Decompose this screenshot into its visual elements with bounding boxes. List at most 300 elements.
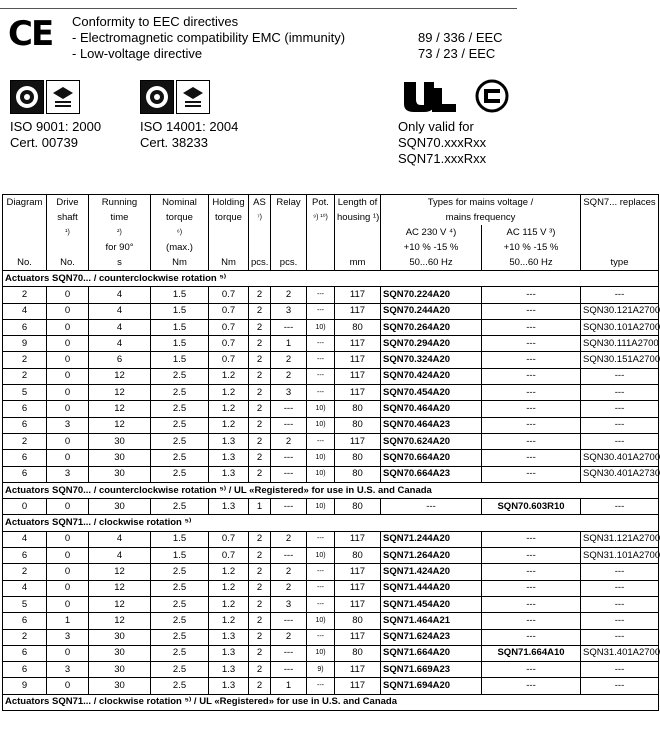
- table-cell: 2: [271, 433, 307, 449]
- table-cell: 0: [47, 368, 89, 384]
- table-cell: ---: [307, 596, 335, 612]
- table-cell: ---: [581, 433, 659, 449]
- ul-note-line1: Only valid for: [398, 119, 474, 134]
- table-cell: 2: [3, 433, 47, 449]
- header-running: Running: [89, 195, 151, 211]
- table-cell: 0: [47, 319, 89, 335]
- table-cell: 30: [89, 499, 151, 515]
- table-cell: ---: [271, 319, 307, 335]
- header-row: [3, 225, 659, 240]
- table-cell: 2.5: [151, 401, 209, 417]
- table-cell: ---: [581, 401, 659, 417]
- table-cell: 0: [47, 531, 89, 547]
- table-cell: 12: [89, 417, 151, 433]
- iso-9001-logo-icon: [10, 80, 80, 114]
- header-pot: [307, 240, 335, 255]
- header-torque: (max.): [151, 240, 209, 255]
- table-cell: 2: [249, 368, 271, 384]
- table-cell: 3: [271, 596, 307, 612]
- table-cell: SQN71.464A21: [381, 613, 482, 629]
- table-cell: 1.3: [209, 662, 249, 678]
- table-cell: 0: [47, 287, 89, 303]
- table-cell: SQN71.669A23: [381, 662, 482, 678]
- table-cell: SQN71.664A10: [482, 645, 581, 661]
- table-cell: SQN71.264A20: [381, 548, 482, 564]
- table-cell: 1.5: [151, 336, 209, 352]
- iso-14001-cert: Cert. 38233: [140, 135, 208, 150]
- header-running: time: [89, 210, 151, 225]
- header-as: pcs.: [249, 255, 271, 271]
- header-replaces: [581, 225, 659, 240]
- table-row: [3, 596, 659, 612]
- header-holding: Nm: [209, 255, 249, 271]
- table-cell: 1.2: [209, 385, 249, 401]
- table-cell: 2: [249, 564, 271, 580]
- header-types: mains frequency: [381, 210, 581, 225]
- table-cell: SQN70.464A20: [381, 401, 482, 417]
- table-row: [3, 352, 659, 368]
- table-cell: SQN70.244A20: [381, 303, 482, 319]
- table-cell: SQN71.244A20: [381, 531, 482, 547]
- table-cell: 10): [307, 645, 335, 661]
- table-cell: 2.5: [151, 433, 209, 449]
- table-cell: ---: [482, 564, 581, 580]
- table-cell: 1: [249, 499, 271, 515]
- table-cell: ---: [482, 450, 581, 466]
- table-cell: 0: [47, 596, 89, 612]
- table-cell: 6: [3, 319, 47, 335]
- header-relay: Relay: [271, 195, 307, 211]
- table-cell: 0: [47, 580, 89, 596]
- table-cell: ---: [581, 287, 659, 303]
- table-cell: 117: [335, 385, 381, 401]
- table-cell: SQN30.401A2730: [581, 466, 659, 482]
- table-cell: ---: [581, 385, 659, 401]
- table-cell: 0: [47, 336, 89, 352]
- section-header: [3, 694, 659, 710]
- table-row: [3, 662, 659, 678]
- table-row: [3, 645, 659, 661]
- table-cell: 30: [89, 645, 151, 661]
- table-cell: 2: [249, 531, 271, 547]
- header-ac230: AC 230 V ⁴): [381, 225, 482, 240]
- table-cell: 2: [249, 613, 271, 629]
- header-length: mm: [335, 255, 381, 271]
- section-header: [3, 515, 659, 531]
- table-cell: 1.3: [209, 678, 249, 694]
- table-cell: 80: [335, 499, 381, 515]
- table-cell: 117: [335, 336, 381, 352]
- table-cell: 0: [47, 548, 89, 564]
- table-cell: 117: [335, 433, 381, 449]
- header-relay: [271, 225, 307, 240]
- table-cell: 10): [307, 499, 335, 515]
- table-cell: 117: [335, 596, 381, 612]
- table-cell: 117: [335, 580, 381, 596]
- table-cell: 0: [47, 303, 89, 319]
- table-cell: ---: [307, 287, 335, 303]
- table-cell: 0.7: [209, 319, 249, 335]
- table-cell: 4: [3, 531, 47, 547]
- table-cell: 2: [249, 385, 271, 401]
- table-cell: ---: [482, 596, 581, 612]
- table-cell: 12: [89, 385, 151, 401]
- table-cell: ---: [271, 401, 307, 417]
- table-cell: 2: [271, 531, 307, 547]
- table-row: [3, 531, 659, 547]
- table-cell: 2: [271, 368, 307, 384]
- table-cell: 6: [3, 417, 47, 433]
- header-ac230: 50...60 Hz: [381, 255, 482, 271]
- ul-recognized-icon: [402, 78, 512, 114]
- header-drive: shaft: [47, 210, 89, 225]
- table-cell: 2: [249, 548, 271, 564]
- table-cell: 6: [3, 401, 47, 417]
- table-cell: 6: [3, 613, 47, 629]
- table-cell: 117: [335, 303, 381, 319]
- table-cell: 12: [89, 580, 151, 596]
- table-cell: 10): [307, 466, 335, 482]
- table-cell: 117: [335, 287, 381, 303]
- table-cell: ---: [581, 678, 659, 694]
- table-cell: 2: [271, 352, 307, 368]
- table-cell: ---: [581, 368, 659, 384]
- table-cell: SQN31.121A2700: [581, 531, 659, 547]
- header-as: ⁷): [249, 210, 271, 225]
- table-cell: 80: [335, 645, 381, 661]
- table-cell: ---: [271, 499, 307, 515]
- table-cell: 2.5: [151, 499, 209, 515]
- table-cell: ---: [581, 564, 659, 580]
- header-holding: Holding: [209, 195, 249, 211]
- table-cell: 2: [249, 287, 271, 303]
- header-diagram: No.: [3, 255, 47, 271]
- table-cell: ---: [482, 303, 581, 319]
- table-cell: 0: [47, 645, 89, 661]
- table-cell: 6: [89, 352, 151, 368]
- table-cell: 5: [3, 596, 47, 612]
- table-cell: ---: [482, 385, 581, 401]
- header-length: [335, 240, 381, 255]
- table-cell: ---: [307, 368, 335, 384]
- table-cell: ---: [581, 596, 659, 612]
- table-cell: 2: [271, 580, 307, 596]
- table-cell: ---: [271, 417, 307, 433]
- table-cell: ---: [482, 466, 581, 482]
- table-cell: 30: [89, 629, 151, 645]
- header-diagram: [3, 225, 47, 240]
- table-cell: 1.3: [209, 450, 249, 466]
- table-cell: 2.5: [151, 662, 209, 678]
- table-cell: 5: [3, 385, 47, 401]
- header-relay: [271, 210, 307, 225]
- table-row: [3, 433, 659, 449]
- table-cell: 0: [3, 499, 47, 515]
- table-cell: 2: [249, 466, 271, 482]
- table-cell: 2: [3, 287, 47, 303]
- table-cell: 1.5: [151, 303, 209, 319]
- table-cell: 9: [3, 678, 47, 694]
- header-drive: No.: [47, 255, 89, 271]
- table-cell: SQN70.464A23: [381, 417, 482, 433]
- table-cell: 0.7: [209, 336, 249, 352]
- header-relay: [271, 240, 307, 255]
- table-row: [3, 287, 659, 303]
- table-cell: ---: [307, 580, 335, 596]
- table-cell: SQN30.401A2700: [581, 450, 659, 466]
- table-cell: 2.5: [151, 596, 209, 612]
- table-cell: 2: [3, 564, 47, 580]
- table-cell: ---: [482, 336, 581, 352]
- table-cell: 2: [249, 336, 271, 352]
- table-cell: SQN70.454A20: [381, 385, 482, 401]
- table-cell: 1.3: [209, 629, 249, 645]
- table-cell: 2.5: [151, 417, 209, 433]
- header-running: ²): [89, 225, 151, 240]
- table-cell: 2: [249, 629, 271, 645]
- table-cell: 2.5: [151, 580, 209, 596]
- table-cell: 4: [3, 580, 47, 596]
- table-cell: 6: [3, 548, 47, 564]
- table-cell: 117: [335, 531, 381, 547]
- table-cell: 3: [47, 662, 89, 678]
- header-drive: [47, 240, 89, 255]
- table-cell: 2: [249, 662, 271, 678]
- table-cell: SQN70.224A20: [381, 287, 482, 303]
- table-cell: SQN71.624A23: [381, 629, 482, 645]
- table-cell: 1: [47, 613, 89, 629]
- table-cell: 12: [89, 368, 151, 384]
- table-row: [3, 450, 659, 466]
- table-cell: 2: [249, 433, 271, 449]
- header-running: s: [89, 255, 151, 271]
- table-cell: 1.5: [151, 548, 209, 564]
- table-cell: 0: [47, 678, 89, 694]
- header-pot: Pot.: [307, 195, 335, 211]
- table-cell: ---: [271, 645, 307, 661]
- section-title: Actuators SQN71... / clockwise rotation ⁵⁾: [3, 515, 659, 531]
- header-as: [249, 240, 271, 255]
- table-cell: 3: [271, 385, 307, 401]
- table-cell: 3: [47, 417, 89, 433]
- table-cell: 1.3: [209, 645, 249, 661]
- header-row: [3, 210, 659, 225]
- table-cell: 10): [307, 319, 335, 335]
- table-cell: 10): [307, 401, 335, 417]
- table-cell: 2: [3, 368, 47, 384]
- header-types: Types for mains voltage /: [381, 195, 581, 211]
- table-cell: ---: [581, 499, 659, 515]
- table-cell: SQN30.111A2700: [581, 336, 659, 352]
- table-cell: SQN31.101A2700: [581, 548, 659, 564]
- table-cell: SQN70.424A20: [381, 368, 482, 384]
- actuator-spec-table: [2, 194, 659, 711]
- table-cell: ---: [307, 385, 335, 401]
- table-cell: 10): [307, 417, 335, 433]
- table-row: [3, 499, 659, 515]
- table-cell: SQN31.401A2700: [581, 645, 659, 661]
- table-cell: ---: [482, 417, 581, 433]
- table-cell: ---: [482, 287, 581, 303]
- table-cell: 2: [249, 352, 271, 368]
- table-cell: SQN71.694A20: [381, 678, 482, 694]
- header-relay: pcs.: [271, 255, 307, 271]
- table-cell: 30: [89, 433, 151, 449]
- table-cell: 1.2: [209, 564, 249, 580]
- table-cell: 6: [3, 662, 47, 678]
- table-cell: 1.2: [209, 417, 249, 433]
- table-cell: ---: [482, 401, 581, 417]
- table-cell: 10): [307, 548, 335, 564]
- table-cell: ---: [307, 531, 335, 547]
- table-cell: 0: [47, 433, 89, 449]
- ul-validity-note: [398, 119, 486, 167]
- table-cell: 0: [47, 450, 89, 466]
- table-cell: ---: [307, 433, 335, 449]
- table-cell: 1.2: [209, 596, 249, 612]
- table-cell: 0.7: [209, 548, 249, 564]
- table-cell: 1.2: [209, 580, 249, 596]
- header-row: [3, 195, 659, 211]
- table-cell: 2: [249, 319, 271, 335]
- conformity-title: Conformity to EEC directives: [72, 14, 239, 29]
- table-cell: ---: [307, 678, 335, 694]
- table-cell: 2: [3, 352, 47, 368]
- eec-code-lowvoltage: 73 / 23 / EEC: [418, 46, 496, 61]
- table-cell: 9): [307, 662, 335, 678]
- table-row: [3, 417, 659, 433]
- table-row: [3, 466, 659, 482]
- table-cell: SQN70.664A23: [381, 466, 482, 482]
- table-cell: 2: [249, 645, 271, 661]
- table-cell: 6: [3, 450, 47, 466]
- table-cell: ---: [307, 629, 335, 645]
- header-replaces: [581, 210, 659, 225]
- table-cell: 6: [3, 466, 47, 482]
- table-cell: 80: [335, 319, 381, 335]
- table-cell: 117: [335, 564, 381, 580]
- table-cell: SQN30.101A2700: [581, 319, 659, 335]
- table-cell: 117: [335, 678, 381, 694]
- header-ac115: +10 % -15 %: [482, 240, 581, 255]
- table-cell: 1.5: [151, 531, 209, 547]
- table-cell: 1: [271, 678, 307, 694]
- table-cell: 80: [335, 450, 381, 466]
- eec-codes: [418, 30, 503, 62]
- table-cell: ---: [482, 662, 581, 678]
- table-cell: 0.7: [209, 352, 249, 368]
- table-cell: 2: [249, 417, 271, 433]
- ce-mark-icon: CE: [8, 14, 53, 54]
- table-cell: 2.5: [151, 629, 209, 645]
- table-cell: 1.5: [151, 319, 209, 335]
- table-cell: SQN70.603R10: [482, 499, 581, 515]
- table-cell: 4: [89, 336, 151, 352]
- header-pot: [307, 225, 335, 240]
- table-cell: 0: [47, 499, 89, 515]
- section-header: [3, 271, 659, 287]
- table-row: [3, 368, 659, 384]
- table-cell: 1.5: [151, 287, 209, 303]
- table-cell: ---: [271, 662, 307, 678]
- table-cell: 0: [47, 352, 89, 368]
- table-row: [3, 319, 659, 335]
- table-cell: ---: [581, 417, 659, 433]
- table-cell: 80: [335, 613, 381, 629]
- header-drive: ¹): [47, 225, 89, 240]
- table-cell: 2.5: [151, 450, 209, 466]
- table-cell: 80: [335, 466, 381, 482]
- table-cell: 2: [249, 450, 271, 466]
- table-cell: 2: [249, 303, 271, 319]
- table-cell: 4: [89, 531, 151, 547]
- table-cell: 9: [3, 336, 47, 352]
- header-replaces: type: [581, 255, 659, 271]
- table-cell: 0: [47, 401, 89, 417]
- iso-9001-cert: Cert. 00739: [10, 135, 78, 150]
- ul-note-line2: SQN70.xxxRxx: [398, 135, 487, 150]
- table-cell: 1.3: [209, 466, 249, 482]
- header-diagram: Diagram: [3, 195, 47, 211]
- table-cell: 3: [47, 466, 89, 482]
- header-torque: Nm: [151, 255, 209, 271]
- table-cell: SQN71.444A20: [381, 580, 482, 596]
- header-row: [3, 240, 659, 255]
- table-cell: 0.7: [209, 287, 249, 303]
- table-cell: 30: [89, 466, 151, 482]
- table-cell: 1.5: [151, 352, 209, 368]
- table-cell: 12: [89, 613, 151, 629]
- table-cell: SQN70.294A20: [381, 336, 482, 352]
- table-row: [3, 678, 659, 694]
- table-cell: ---: [307, 336, 335, 352]
- table-cell: ---: [581, 613, 659, 629]
- table-cell: 0.7: [209, 303, 249, 319]
- header-torque: ⁶): [151, 225, 209, 240]
- header-pot: [307, 255, 335, 271]
- header-as: AS: [249, 195, 271, 211]
- table-cell: 1.2: [209, 613, 249, 629]
- table-row: [3, 613, 659, 629]
- table-cell: ---: [482, 548, 581, 564]
- table-cell: SQN70.664A20: [381, 450, 482, 466]
- table-cell: SQN71.424A20: [381, 564, 482, 580]
- header-length: Length of: [335, 195, 381, 211]
- table-cell: 3: [271, 303, 307, 319]
- table-cell: 80: [335, 548, 381, 564]
- table-cell: 2: [249, 596, 271, 612]
- table-cell: ---: [271, 466, 307, 482]
- table-cell: ---: [482, 433, 581, 449]
- header-diagram: [3, 210, 47, 225]
- header-ac115: 50...60 Hz: [482, 255, 581, 271]
- table-cell: ---: [482, 368, 581, 384]
- section-title: Actuators SQN70... / counterclockwise rotation ⁵⁾ / UL «Registered» for use in U.S. and Canada: [3, 482, 659, 498]
- table-cell: 1: [271, 336, 307, 352]
- table-cell: ---: [381, 499, 482, 515]
- table-cell: 0: [47, 385, 89, 401]
- table-cell: 117: [335, 629, 381, 645]
- conformity-block: [72, 14, 345, 62]
- table-row: [3, 385, 659, 401]
- table-cell: 4: [89, 287, 151, 303]
- iso-14001-logo-icon: [140, 80, 210, 114]
- table-cell: 2: [249, 580, 271, 596]
- table-cell: 3: [47, 629, 89, 645]
- ul-note-line3: SQN71.xxxRxx: [398, 151, 487, 166]
- table-cell: 2.5: [151, 368, 209, 384]
- conformity-line-lowvoltage: - Low-voltage directive: [72, 46, 203, 61]
